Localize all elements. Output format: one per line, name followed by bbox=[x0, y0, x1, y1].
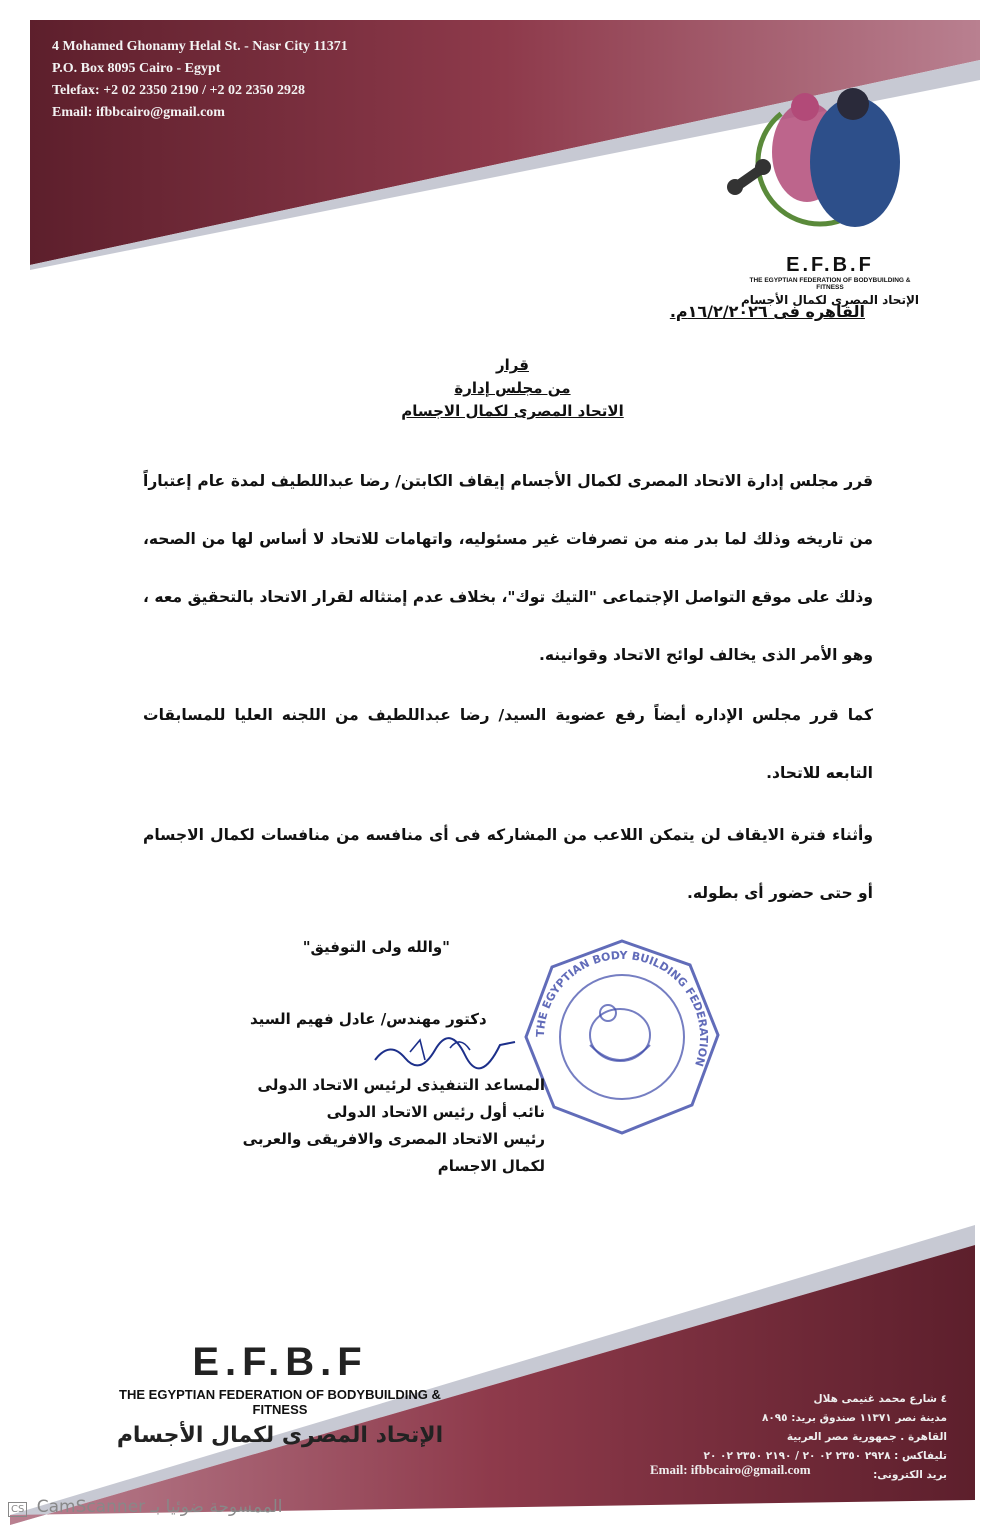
signatory-title-1: المساعد التنفيذى لرئيس الاتحاد الدولى bbox=[257, 1076, 545, 1094]
camscanner-label: الممسوحة ضوئيا بـ CamScanner bbox=[36, 1497, 283, 1517]
footer-addr-5: بريد الكترونى: bbox=[873, 1469, 947, 1481]
email-line: Email: ifbbcairo@gmail.com bbox=[52, 105, 225, 120]
address-line-1: 4 Mohamed Ghonamy Helal St. - Nasr City 11371 bbox=[52, 39, 348, 54]
title-line-2: من مجلس إدارة bbox=[454, 379, 571, 397]
footer-arabic-name: الإتحاد المصرى لكمال الأجسام bbox=[116, 1423, 444, 1448]
handwritten-signature bbox=[370, 1030, 520, 1070]
footer-addr-2: مدينة نصر ١١٣٧١ صندوق بريد: ٨٠٩٥ bbox=[761, 1412, 947, 1424]
closing-phrase: "والله ولى التوفيق" bbox=[302, 938, 450, 956]
telefax-line: Telefax: +2 02 2350 2190 / +2 02 2350 2928 bbox=[52, 83, 306, 98]
signatory-title-3: رئيس الاتحاد المصرى والافريقى والعربى bbox=[242, 1130, 545, 1148]
footer-addr-1: ٤ شارع محمد غنيمى هلال bbox=[813, 1393, 947, 1405]
logo-caption bbox=[735, 254, 925, 307]
title-line-3: الاتحاد المصرى لكمال الاجسام bbox=[401, 402, 624, 420]
camscanner-badge: CS bbox=[8, 1502, 27, 1517]
camscanner-watermark bbox=[8, 1497, 282, 1517]
footer-email: Email: ifbbcairo@gmail.com bbox=[650, 1462, 811, 1477]
federation-logo-emblem bbox=[725, 82, 920, 282]
signatory-title-4: لكمال الاجسام bbox=[437, 1157, 545, 1175]
footer-logo bbox=[100, 1340, 460, 1448]
decision-title bbox=[0, 354, 995, 423]
letter-date: القاهره فى ١٦/٢/٢٠٢٦م. bbox=[669, 302, 865, 321]
footer-addr-3: القاهرة . جمهورية مصر العربية bbox=[786, 1431, 947, 1443]
footer-acronym: E.F.B.F bbox=[192, 1340, 368, 1384]
address-line-2: P.O. Box 8095 Cairo - Egypt bbox=[52, 61, 221, 76]
signatory-name: دكتور مهندس/ عادل فهيم السيد bbox=[250, 1010, 487, 1028]
footer-addr-4: تليفاكس : ٢٩٢٨ ٢٣٥٠ ٠٢ ٢٠ / ٢١٩٠ ٢٣٥٠ ٠٢ ٢٠ bbox=[703, 1450, 947, 1462]
stamp-text: THE EGYPTIAN BODY BUILDING FEDERATION bbox=[533, 948, 711, 1069]
official-stamp bbox=[520, 935, 725, 1140]
header-address bbox=[52, 36, 348, 124]
paragraph-2: كما قرر مجلس الإداره أيضاً رفع عضوية السيد/ رضا عبداللطيف من اللجنه العليا للمسابقات التابعه للاتحاد. bbox=[143, 706, 873, 782]
footer-english-name: THE EGYPTIAN FEDERATION OF BODYBUILDING & FITNESS bbox=[119, 1387, 441, 1417]
title-line-1: قرار bbox=[496, 356, 529, 374]
signatory-titles bbox=[243, 1072, 545, 1180]
logo-acronym: E.F.B.F bbox=[786, 254, 874, 276]
paragraph-1: قرر مجلس إدارة الاتحاد المصرى لكمال الأجسام إيقاف الكابتن/ رضا عبداللطيف لمدة عام إعتباراً من تاريخه وذلك لما بدر منه من تصرفات غير مسئوليه، واتهامات للاتحاد لا أساس لها من الصحه، وذلك على موقع التواصل الإجتماعى "التيك توك"، بخلاف عدم إمتثاله لقرار الاتحاد بالتحقيق معه ، وهو الأمر الذى يخالف لوائح الاتحاد وقوانينه. bbox=[143, 472, 873, 664]
logo-arabic-name: الإتحاد المصرى لكمال الأجسام bbox=[740, 293, 919, 307]
logo-english-name: THE EGYPTIAN FEDERATION OF BODYBUILDING & FITNESS bbox=[749, 277, 911, 291]
signatory-title-2: نائب أول رئيس الاتحاد الدولى bbox=[326, 1103, 545, 1121]
paragraph-3: وأثناء فترة الايقاف لن يتمكن اللاعب من المشاركه فى أى منافسه من منافسات لكمال الاجسام أو حتى حضور أى بطوله. bbox=[143, 826, 873, 902]
